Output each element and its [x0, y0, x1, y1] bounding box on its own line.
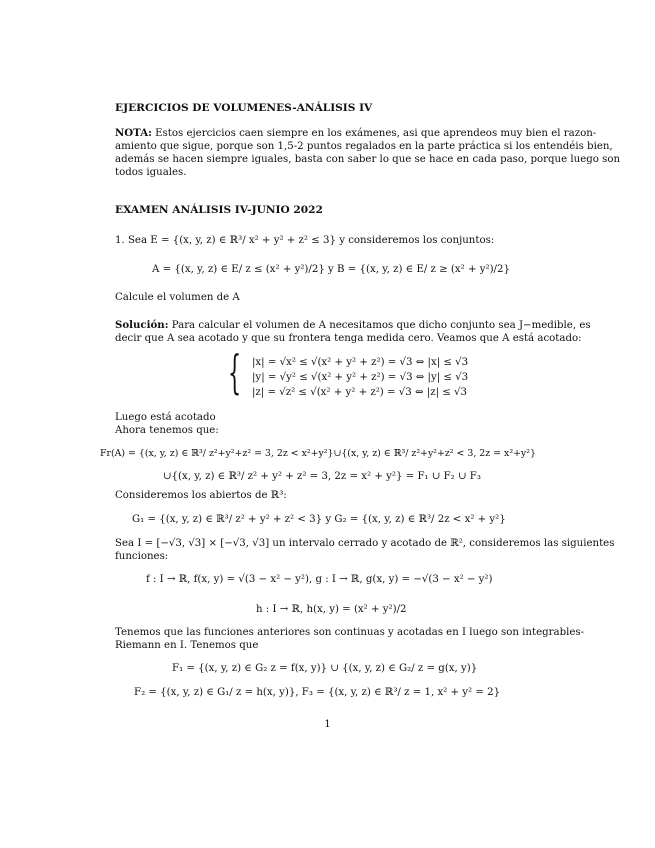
functions-eq-1: f : I → ℝ, f(x, y) = √(3 − x² − y²), g : I → ℝ, g(x, y) = −√(3 − x² − y²) [146, 574, 493, 585]
solution-line-2: decir que A sea acotado y que su frontera tenga medida cero. Veamos que A está acotado: [115, 333, 582, 344]
nota-line-4: todos iguales. [115, 167, 187, 178]
exam-title: EXAMEN ANÁLISIS IV-JUNIO 2022 [115, 204, 323, 216]
interval-line-1: Sea I = [−√3, √3] × [−√3, √3] un intervalo cerrado y acotado de ℝ², consideremos las siguientes [115, 538, 615, 549]
frontier-eq-2: ∪{(x, y, z) ∈ ℝ³/ z² + y² + z² = 3, 2z = x² + y²} = F₁ ∪ F₂ ∪ F₃ [163, 471, 481, 482]
nota-line-2: amiento que sigue, porque son 1,5-2 puntos regalados en la parte práctica si los entendéis bien, [115, 141, 613, 152]
bound-y: |y| = √y² ≤ √(x² + y² + z²) = √3 ⇔ |y| ≤ √3 [252, 372, 469, 383]
f2-f3-equation: F₂ = {(x, y, z) ∈ G₁/ z = h(x, y)}, F₃ = {(x, y, z) ∈ ℝ³/ z = 1, x² + y² = 2} [134, 687, 501, 698]
bound-x: |x| = √x² ≤ √(x² + y² + z²) = √3 ⇔ |x| ≤ √3 [252, 357, 469, 368]
continuity-line-1: Tenemos que las funciones anteriores son continuas y acotadas en I luego son integrables- [115, 627, 585, 638]
problem-question: Calcule el volumen de A [115, 292, 240, 303]
nota-label: NOTA: [115, 127, 152, 139]
left-brace: { [228, 345, 242, 399]
page-number: 1 [324, 719, 331, 730]
document-title: EJERCICIOS DE VOLUMENES-ANÁLISIS IV [115, 102, 373, 114]
sets-equation: A = {(x, y, z) ∈ E/ z ≤ (x² + y²)/2} y B = {(x, y, z) ∈ E/ z ≥ (x² + y²)/2} [152, 264, 510, 275]
bounded-text: Luego está acotado [115, 412, 216, 423]
functions-eq-2: h : I → ℝ, h(x, y) = (x² + y²)/2 [256, 604, 407, 615]
nota-line-3: además se hacen siempre iguales, basta con saber lo que se hace en cada paso, porque luego son [115, 154, 621, 165]
nota-line-1 [115, 127, 597, 140]
open-sets-eq: G₁ = {(x, y, z) ∈ ℝ³/ z² + y² + z² < 3} y G₂ = {(x, y, z) ∈ ℝ³/ 2z < x² + y²} [132, 514, 506, 525]
solution-text-1: Para calcular el volumen de A necesitamos que dicho conjunto sea J−medible, es [171, 320, 591, 331]
solution-label: Solución: [115, 319, 169, 331]
problem-statement: 1. Sea E = {(x, y, z) ∈ ℝ³/ x² + y² + z² ≤ 3} y consideremos los conjuntos: [115, 235, 495, 246]
now-text: Ahora tenemos que: [115, 425, 219, 436]
nota-text-1: Estos ejercicios caen siempre en los exámenes, asi que aprendeos muy bien el razon- [155, 128, 597, 139]
f1-equation: F₁ = {(x, y, z) ∈ G₂ z = f(x, y)} ∪ {(x, y, z) ∈ G₂/ z = g(x, y)} [172, 663, 478, 674]
continuity-line-2: Riemann en I. Tenemos que [115, 640, 259, 651]
open-sets-text: Consideremos los abiertos de ℝ³: [115, 490, 287, 501]
frontier-eq-1: Fr(A) = {(x, y, z) ∈ ℝ³/ z²+y²+z² = 3, 2z < x²+y²}∪{(x, y, z) ∈ ℝ³/ z²+y²+z² < 3, 2z = x²+y²} [100, 448, 536, 459]
solution-line-1 [115, 319, 591, 332]
interval-line-2: funciones: [115, 551, 169, 562]
bound-z: |z| = √z² ≤ √(x² + y² + z²) = √3 ⇔ |z| ≤ √3 [252, 387, 468, 398]
